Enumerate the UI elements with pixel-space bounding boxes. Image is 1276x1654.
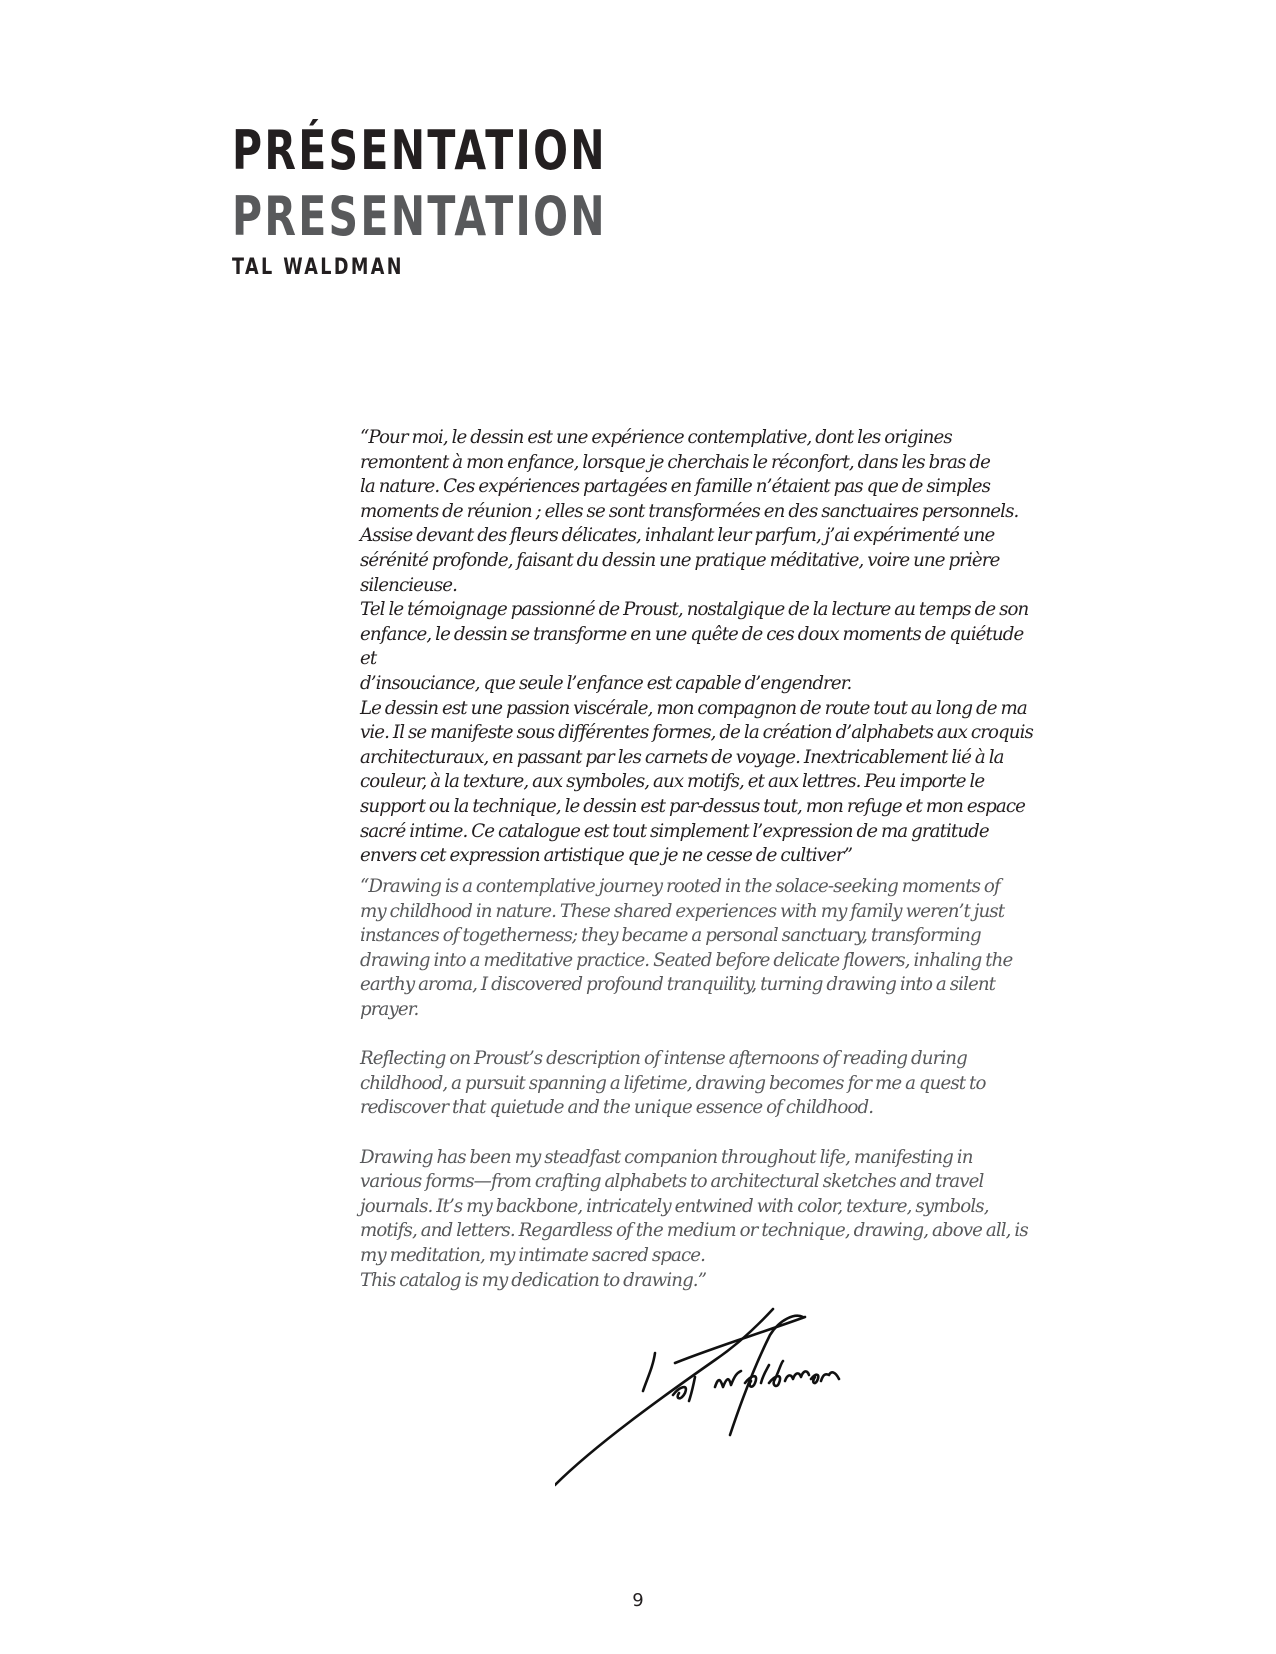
french-paragraph-1: “Pour moi, le dessin est une expérience contemplative, dont les origines remontent à mon enfance, lorsque je cherchais le réconfort, dans les bras de la nature. Ces expériences partagées en famille n’étaient pas que de simples moments de réunion ; elles se sont transformées en des sanctuaires personnels. Assise devant des fleurs délicates, inhalant leur parfum, j’ai expérimenté une sérénité profonde, faisant du dessin une pratique méditative, voire une prière silencieuse.: [360, 427, 1019, 596]
handwritten-signature: [555, 1305, 875, 1505]
author-name: TAL WALDMAN: [232, 255, 404, 280]
page-title-french: PRÉSENTATION: [232, 119, 607, 182]
english-paragraph-3: Drawing has been my steadfast companion throughout life, manifesting in various forms—from crafting alphabets to architectural sketches and travel journals. It’s my backbone, intricately entwined with color, texture, symbols, motifs, and letters. Regardless of the medium or technique, drawing, above all, is my meditation, my intimate sacred space. This catalog is my dedication to drawing.”: [360, 1146, 1028, 1291]
french-statement: [360, 426, 1040, 869]
page-title-english: PRESENTATION: [232, 185, 607, 248]
english-statement: [360, 875, 1040, 1293]
heading-block: [232, 118, 725, 284]
english-paragraph-1: “Drawing is a contemplative journey rooted in the solace-seeking moments of my childhood in nature. These shared experiences with my family weren’t just instances of togetherness; they became a personal sanctuary, transforming drawing into a meditative practice. Seated before delicate flowers, inhaling the earthy aroma, I discovered profound tranquility, turning drawing into a silent prayer.: [360, 876, 1013, 1020]
english-paragraph-2: Reflecting on Proust’s description of intense afternoons of reading during childhood, a pursuit spanning a lifetime, drawing becomes for me a quest to rediscover that quietude and the unique essence of childhood.: [360, 1048, 986, 1119]
french-paragraph-3: Le dessin est une passion viscérale, mon compagnon de route tout au long de ma vie. Il se manifeste sous différentes formes, de la création d’alphabets aux croquis architecturaux, en passant par les carnets de voyage. Inextricablement lié à la couleur, à la texture, aux symboles, aux motifs, et aux lettres. Peu importe le support ou la technique, le dessin est par-dessus tout, mon refuge et mon espace sacré intime. Ce catalogue est tout simplement l’expression de ma gratitude envers cet expression artistique que je ne cesse de cultiver”: [360, 697, 1033, 867]
french-paragraph-2: Tel le témoignage passionné de Proust, nostalgique de la lecture au temps de son enfance, le dessin se transforme en une quête de ces doux moments de quiétude et d’insouciance, que seule l’enfance est capable d’engendrer.: [360, 599, 1029, 694]
page-number: 9: [632, 1590, 644, 1611]
